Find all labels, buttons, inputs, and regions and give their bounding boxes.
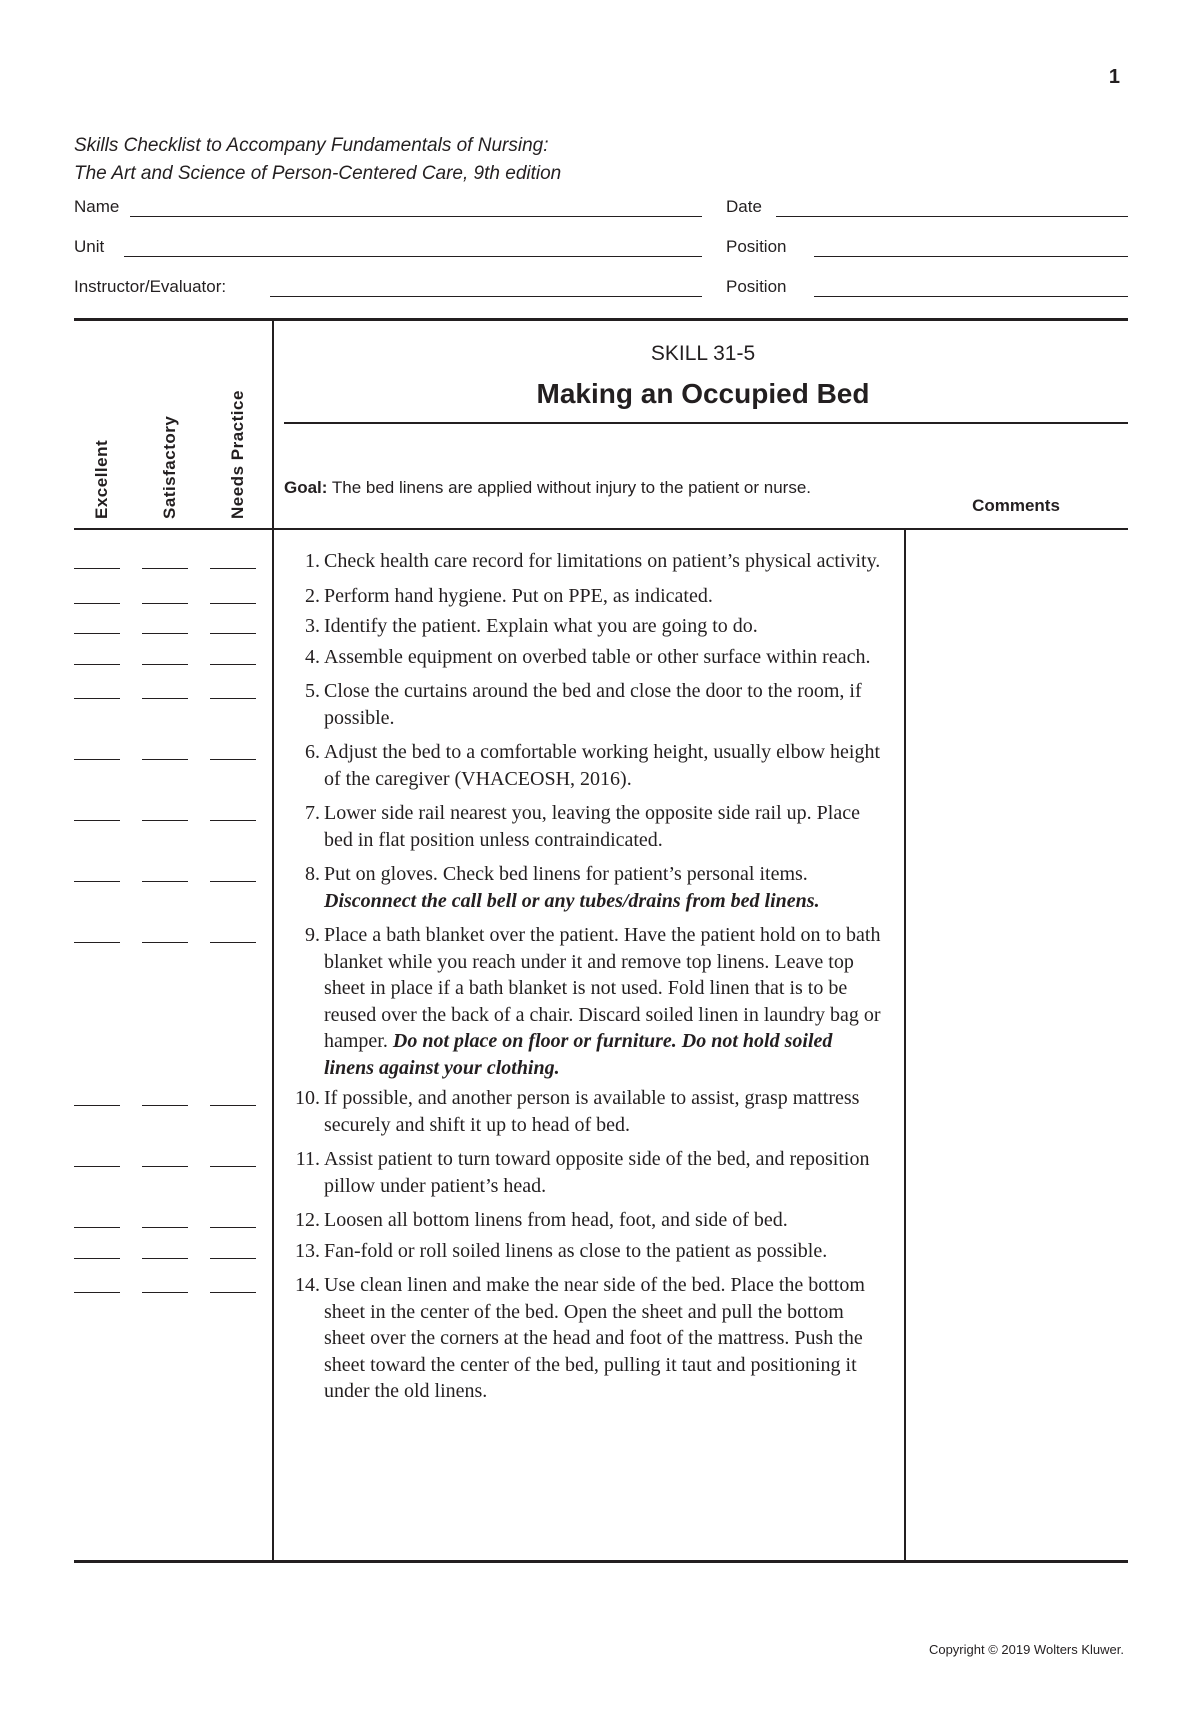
unit-row (74, 237, 702, 261)
step-caution: Disconnect the call bell or any tubes/drains from bed linens. (324, 889, 820, 912)
rating-blank-excellent[interactable] (74, 568, 120, 569)
instructor-field[interactable] (270, 296, 702, 297)
rating-blank-satisfactory[interactable] (142, 1292, 188, 1293)
rating-blank-satisfactory[interactable] (142, 1166, 188, 1167)
date-row (726, 197, 1128, 221)
rating-blank-excellent[interactable] (74, 1105, 120, 1106)
rating-blanks (74, 922, 254, 948)
rating-blank-satisfactory[interactable] (142, 1258, 188, 1259)
table-bottom-rule (74, 1560, 1128, 1563)
rating-blank-satisfactory[interactable] (142, 942, 188, 943)
checklist-step-1 (0, 548, 1200, 575)
step-number: 9. (305, 924, 320, 946)
rating-blank-needs-practice[interactable] (210, 1105, 256, 1106)
rating-blank-excellent[interactable] (74, 1292, 120, 1293)
rating-blanks (74, 548, 254, 574)
step-instruction: Close the curtains around the bed and close the door to the room, if possible. (324, 680, 862, 729)
rating-blank-excellent[interactable] (74, 759, 120, 760)
rating-blanks (74, 1146, 254, 1172)
checklist-step-10 (0, 1085, 1200, 1138)
rating-blank-needs-practice[interactable] (210, 1258, 256, 1259)
step-number: 3. (305, 615, 320, 637)
rating-blanks (74, 861, 254, 887)
step-number: 4. (305, 645, 320, 668)
rating-blanks (74, 583, 254, 609)
position-row-1 (726, 237, 1128, 261)
rating-blank-satisfactory[interactable] (142, 568, 188, 569)
step-instruction: Adjust the bed to a comfortable working height, usually elbow height of the caregiver (VHACEOSH, 2016). (324, 741, 880, 790)
rating-blank-needs-practice[interactable] (210, 1227, 256, 1228)
step-text (324, 861, 884, 914)
step-instruction: Lower side rail nearest you, leaving the opposite side rail up. Place bed in flat position unless contraindicated. (324, 802, 860, 851)
rating-blank-excellent[interactable] (74, 698, 120, 699)
step-text (324, 800, 884, 853)
position-label-2: Position (726, 277, 787, 296)
name-label: Name (74, 197, 120, 216)
book-title (74, 132, 561, 188)
step-instruction: Put on gloves. Check bed linens for patient’s personal items. (324, 863, 808, 885)
title-rule (284, 422, 1128, 424)
date-field[interactable] (776, 216, 1128, 217)
checklist-step-12 (0, 1207, 1200, 1234)
position-label-1: Position (726, 237, 787, 256)
header-bottom-rule (74, 528, 1128, 530)
copyright: Copyright © 2019 Wolters Kluwer. (928, 1642, 1124, 1657)
rating-blanks (74, 800, 254, 826)
rating-blank-excellent[interactable] (74, 942, 120, 943)
checklist-step-8 (0, 861, 1200, 914)
step-instruction: Loosen all bottom linens from head, foot, and side of bed. (324, 1209, 788, 1231)
instructor-row (74, 277, 702, 301)
checklist-step-3 (0, 613, 1200, 640)
page-number: 1 (1108, 66, 1120, 88)
step-number: 13. (295, 1239, 320, 1262)
name-row (74, 197, 702, 221)
step-caution: Do not place on floor or furniture. Do not hold soiled linens against your clothing. (324, 1030, 833, 1079)
rating-blank-satisfactory[interactable] (142, 698, 188, 699)
position-field-1[interactable] (814, 256, 1128, 257)
step-number: 14. (295, 1274, 320, 1296)
step-text (324, 1207, 884, 1234)
step-instruction: Use clean linen and make the near side of the bed. Place the bottom sheet in the center of the bed. Open the sheet and pull the bottom sheet over the corners at the head and foot of the mattress. Push the sheet toward the center of the bed, pulling it taut and positioning it under the old linens. (324, 1274, 865, 1402)
rating-blank-needs-practice[interactable] (210, 759, 256, 760)
step-instruction: Perform hand hygiene. Put on PPE, as indicated. (324, 584, 713, 607)
skill-number: SKILL 31-5 (650, 342, 756, 365)
rating-blank-excellent[interactable] (74, 881, 120, 882)
rating-blank-satisfactory[interactable] (142, 759, 188, 760)
name-field[interactable] (130, 216, 702, 217)
skill-title: Making an Occupied Bed (536, 378, 870, 409)
rating-blank-needs-practice[interactable] (210, 603, 256, 604)
step-number: 12. (295, 1209, 320, 1231)
checklist-step-4 (0, 644, 1200, 671)
header-needs-practice: Needs Practice (228, 390, 247, 519)
rating-blank-needs-practice[interactable] (210, 1166, 256, 1167)
step-text (324, 548, 884, 575)
checklist-step-14 (0, 1272, 1200, 1405)
step-number: 10. (295, 1087, 320, 1109)
step-text (324, 1085, 884, 1138)
goal-statement (284, 476, 904, 499)
step-number: 11. (295, 1148, 320, 1170)
step-instruction: Assemble equipment on overbed table or other surface within reach. (324, 645, 871, 668)
position-row-2 (726, 277, 1128, 301)
rating-blanks (74, 644, 254, 670)
step-number: 1. (305, 550, 320, 572)
checklist-step-7 (0, 800, 1200, 853)
rating-blank-excellent[interactable] (74, 820, 120, 821)
goal-label: Goal: (284, 478, 328, 497)
rating-blanks (74, 739, 254, 765)
rating-blank-excellent[interactable] (74, 1227, 120, 1228)
step-number: 7. (305, 802, 320, 824)
rating-blank-excellent[interactable] (74, 1166, 120, 1167)
unit-label: Unit (74, 237, 105, 256)
book-title-line-2: The Art and Science of Person-Centered Care, 9th edition (74, 163, 562, 184)
rating-blanks (74, 1085, 254, 1111)
step-text (324, 1238, 884, 1265)
instructor-label: Instructor/Evaluator: (74, 277, 227, 296)
rating-blank-excellent[interactable] (74, 633, 120, 634)
checklist-step-11 (0, 1146, 1200, 1199)
rating-blanks (74, 1238, 254, 1264)
rating-blank-satisfactory[interactable] (142, 603, 188, 604)
step-instruction: Place a bath blanket over the patient. Have the patient hold on to bath blanket while you reach under it and remove top linens. Leave top sheet in place if a bath blanket is not used. Fold linen that is to be reused over the back of a chair. Discard soiled linen in laundry bag or hamper. (324, 924, 881, 1052)
rating-blank-satisfactory[interactable] (142, 664, 188, 665)
step-instruction: Fan-fold or roll soiled linens as close to the patient as possible. (324, 1239, 828, 1262)
checklist-step-2 (0, 583, 1200, 610)
step-number: 6. (305, 741, 320, 763)
step-number: 5. (305, 680, 320, 702)
step-text (324, 644, 884, 671)
step-instruction: If possible, and another person is available to assist, grasp mattress securely and shift it up to head of bed. (324, 1087, 860, 1136)
step-text (324, 1146, 884, 1199)
rating-blank-excellent[interactable] (74, 664, 120, 665)
rating-blank-needs-practice[interactable] (210, 568, 256, 569)
rating-blanks (74, 678, 254, 704)
step-text (324, 1272, 884, 1405)
unit-field[interactable] (124, 256, 702, 257)
date-label: Date (726, 197, 762, 216)
step-text (324, 613, 884, 640)
step-text (324, 922, 884, 1081)
rating-blank-needs-practice[interactable] (210, 942, 256, 943)
step-text (324, 739, 884, 792)
table-top-rule (74, 318, 1128, 321)
step-instruction: Identify the patient. Explain what you are going to do. (324, 615, 758, 637)
checklist-step-6 (0, 739, 1200, 792)
step-instruction: Check health care record for limitations on patient’s physical activity. (324, 550, 881, 572)
comments-header: Comments (972, 496, 1060, 515)
rating-blank-needs-practice[interactable] (210, 633, 256, 634)
goal-text: The bed linens are applied without injury to the patient or nurse. (327, 478, 811, 497)
procedure-steps (0, 548, 1200, 1409)
step-number: 8. (305, 863, 320, 885)
checklist-step-13 (0, 1238, 1200, 1265)
step-number: 2. (305, 584, 320, 607)
rating-blanks (74, 1207, 254, 1233)
rating-blank-needs-practice[interactable] (210, 1292, 256, 1293)
rating-blank-satisfactory[interactable] (142, 881, 188, 882)
rating-blanks (74, 613, 254, 639)
rating-blank-satisfactory[interactable] (142, 1227, 188, 1228)
rating-blank-needs-practice[interactable] (210, 820, 256, 821)
rating-blanks (74, 1272, 254, 1298)
rating-blank-needs-practice[interactable] (210, 664, 256, 665)
rating-blank-needs-practice[interactable] (210, 881, 256, 882)
rating-blank-satisfactory[interactable] (142, 1105, 188, 1106)
checklist-step-9 (0, 922, 1200, 1081)
step-text (324, 583, 884, 610)
rating-blank-satisfactory[interactable] (142, 633, 188, 634)
position-field-2[interactable] (814, 296, 1128, 297)
rating-blank-needs-practice[interactable] (210, 698, 256, 699)
rating-blank-excellent[interactable] (74, 603, 120, 604)
rating-blank-excellent[interactable] (74, 1258, 120, 1259)
rating-blank-satisfactory[interactable] (142, 820, 188, 821)
step-instruction: Assist patient to turn toward opposite side of the bed, and reposition pillow under patient’s head. (324, 1148, 870, 1197)
header-satisfactory: Satisfactory (160, 415, 179, 519)
step-text (324, 678, 884, 731)
header-excellent: Excellent (92, 439, 111, 519)
book-title-line-1: Skills Checklist to Accompany Fundamentals of Nursing: (74, 135, 549, 156)
checklist-step-5 (0, 678, 1200, 731)
